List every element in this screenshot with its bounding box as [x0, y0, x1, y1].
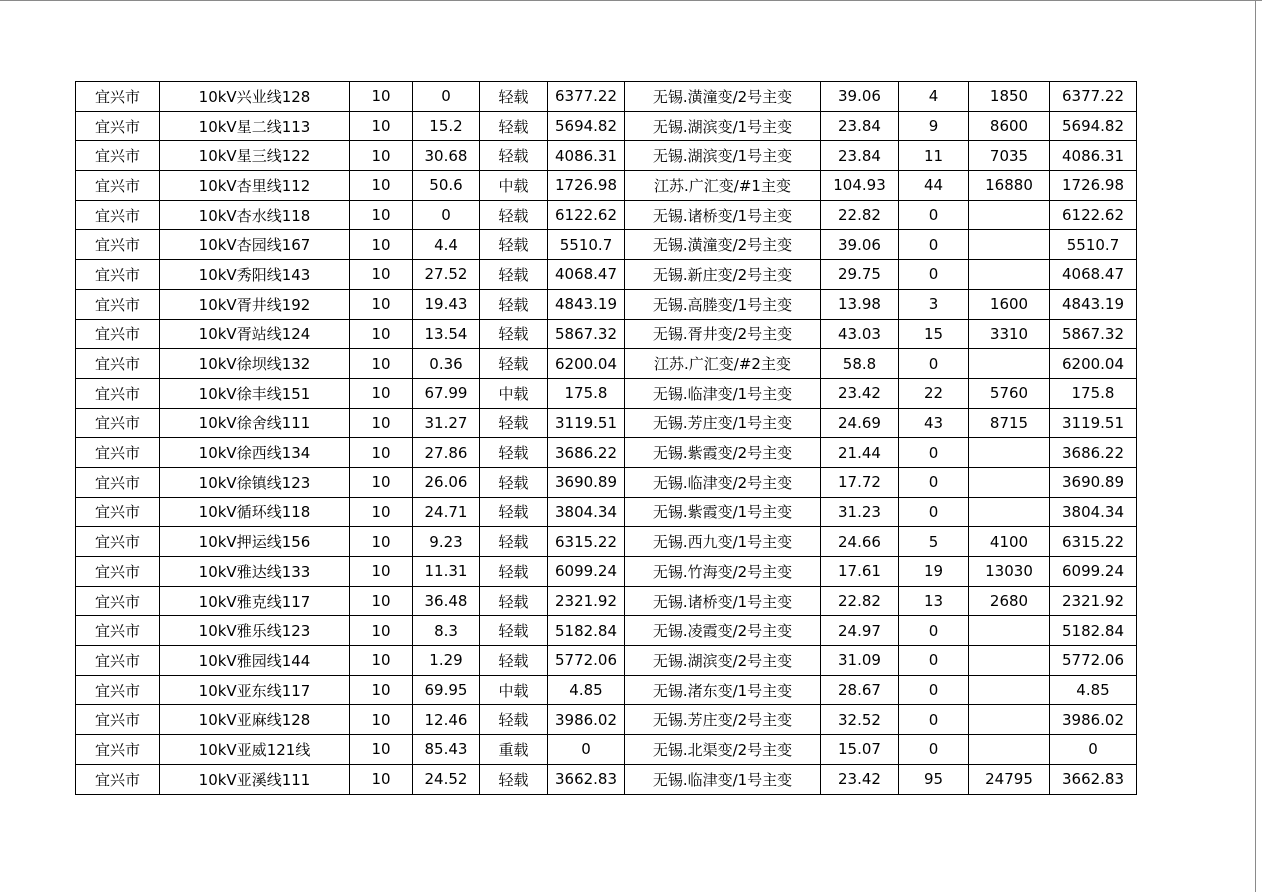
- open-capacity-cell: 5694.82: [1050, 111, 1137, 141]
- load-rate-cell: 13.54: [413, 319, 480, 349]
- open-capacity-cell: 6099.24: [1050, 557, 1137, 587]
- load-status-cell: 中载: [480, 171, 548, 201]
- city-cell: 宜兴市: [76, 467, 160, 497]
- load-status-cell: 轻载: [480, 527, 548, 557]
- load-rate-cell: 27.86: [413, 438, 480, 468]
- city-cell: 宜兴市: [76, 171, 160, 201]
- load-status-cell: 轻载: [480, 557, 548, 587]
- load-rate-cell: 30.68: [413, 141, 480, 171]
- load-status-cell: 中载: [480, 675, 548, 705]
- applied-capacity-cell: 24795: [969, 764, 1050, 794]
- transformer-cell: 无锡.西九变/1号主变: [625, 527, 821, 557]
- open-capacity-cell: 6200.04: [1050, 349, 1137, 379]
- load-rate-cell: 67.99: [413, 378, 480, 408]
- city-cell: 宜兴市: [76, 141, 160, 171]
- load-status-cell: 轻载: [480, 616, 548, 646]
- user-count-cell: 0: [899, 705, 969, 735]
- line-name-cell: 10kV亚麻线128: [160, 705, 350, 735]
- transformer-load-rate-cell: 43.03: [821, 319, 899, 349]
- line-name-cell: 10kV星二线113: [160, 111, 350, 141]
- transformer-cell: 无锡.湖滨变/1号主变: [625, 111, 821, 141]
- load-status-cell: 轻载: [480, 82, 548, 112]
- city-cell: 宜兴市: [76, 735, 160, 765]
- user-count-cell: 0: [899, 260, 969, 290]
- line-name-cell: 10kV亚威121线: [160, 735, 350, 765]
- load-status-cell: 轻载: [480, 438, 548, 468]
- open-capacity-cell: 5772.06: [1050, 646, 1137, 676]
- applied-capacity-cell: [969, 735, 1050, 765]
- transformer-load-rate-cell: 28.67: [821, 675, 899, 705]
- table-row: [76, 616, 1137, 646]
- table-row: [76, 200, 1137, 230]
- open-capacity-cell: 3690.89: [1050, 467, 1137, 497]
- city-cell: 宜兴市: [76, 82, 160, 112]
- load-rate-cell: 31.27: [413, 408, 480, 438]
- load-rate-cell: 24.52: [413, 764, 480, 794]
- voltage-cell: 10: [350, 764, 413, 794]
- applied-capacity-cell: 13030: [969, 557, 1050, 587]
- transformer-cell: 无锡.诸桥变/1号主变: [625, 200, 821, 230]
- table-row: [76, 141, 1137, 171]
- table-row: [76, 557, 1137, 587]
- open-capacity-cell: 0: [1050, 735, 1137, 765]
- transformer-load-rate-cell: 13.98: [821, 289, 899, 319]
- user-count-cell: 15: [899, 319, 969, 349]
- load-status-cell: 轻载: [480, 467, 548, 497]
- user-count-cell: 13: [899, 586, 969, 616]
- city-cell: 宜兴市: [76, 527, 160, 557]
- applied-capacity-cell: 1850: [969, 82, 1050, 112]
- city-cell: 宜兴市: [76, 438, 160, 468]
- user-count-cell: 0: [899, 616, 969, 646]
- transformer-load-rate-cell: 23.84: [821, 141, 899, 171]
- city-cell: 宜兴市: [76, 705, 160, 735]
- open-capacity-cell: 3986.02: [1050, 705, 1137, 735]
- line-name-cell: 10kV亚东线117: [160, 675, 350, 705]
- transformer-cell: 无锡.竹海变/2号主变: [625, 557, 821, 587]
- remaining-capacity-cell: 1726.98: [548, 171, 625, 201]
- open-capacity-cell: 4086.31: [1050, 141, 1137, 171]
- load-status-cell: 轻载: [480, 705, 548, 735]
- load-rate-cell: 0.36: [413, 349, 480, 379]
- remaining-capacity-cell: 4068.47: [548, 260, 625, 290]
- remaining-capacity-cell: 4.85: [548, 675, 625, 705]
- line-name-cell: 10kV雅乐线123: [160, 616, 350, 646]
- table-row: [76, 764, 1137, 794]
- line-name-cell: 10kV兴业线128: [160, 82, 350, 112]
- voltage-cell: 10: [350, 111, 413, 141]
- user-count-cell: 0: [899, 467, 969, 497]
- transformer-cell: 江苏.广汇变/#1主变: [625, 171, 821, 201]
- line-name-cell: 10kV徐镇线123: [160, 467, 350, 497]
- applied-capacity-cell: [969, 616, 1050, 646]
- user-count-cell: 5: [899, 527, 969, 557]
- load-status-cell: 轻载: [480, 230, 548, 260]
- remaining-capacity-cell: 5182.84: [548, 616, 625, 646]
- user-count-cell: 4: [899, 82, 969, 112]
- applied-capacity-cell: 8715: [969, 408, 1050, 438]
- load-status-cell: 轻载: [480, 319, 548, 349]
- table-row: [76, 378, 1137, 408]
- remaining-capacity-cell: 4086.31: [548, 141, 625, 171]
- user-count-cell: 0: [899, 497, 969, 527]
- transformer-load-rate-cell: 29.75: [821, 260, 899, 290]
- city-cell: 宜兴市: [76, 260, 160, 290]
- table-row: [76, 319, 1137, 349]
- transformer-cell: 无锡.新庄变/2号主变: [625, 260, 821, 290]
- load-rate-cell: 24.71: [413, 497, 480, 527]
- voltage-cell: 10: [350, 378, 413, 408]
- applied-capacity-cell: 4100: [969, 527, 1050, 557]
- remaining-capacity-cell: 4843.19: [548, 289, 625, 319]
- transformer-load-rate-cell: 24.97: [821, 616, 899, 646]
- table-row: [76, 171, 1137, 201]
- open-capacity-cell: 3119.51: [1050, 408, 1137, 438]
- transformer-cell: 无锡.芳庄变/1号主变: [625, 408, 821, 438]
- load-rate-cell: 27.52: [413, 260, 480, 290]
- transformer-cell: 无锡.凌霞变/2号主变: [625, 616, 821, 646]
- applied-capacity-cell: 5760: [969, 378, 1050, 408]
- transformer-load-rate-cell: 32.52: [821, 705, 899, 735]
- table-row: [76, 349, 1137, 379]
- voltage-cell: 10: [350, 497, 413, 527]
- load-status-cell: 轻载: [480, 349, 548, 379]
- line-name-cell: 10kV徐丰线151: [160, 378, 350, 408]
- load-status-cell: 轻载: [480, 586, 548, 616]
- transformer-load-rate-cell: 15.07: [821, 735, 899, 765]
- remaining-capacity-cell: 6377.22: [548, 82, 625, 112]
- load-status-cell: 轻载: [480, 646, 548, 676]
- line-name-cell: 10kV胥井线192: [160, 289, 350, 319]
- user-count-cell: 11: [899, 141, 969, 171]
- city-cell: 宜兴市: [76, 319, 160, 349]
- open-capacity-cell: 4.85: [1050, 675, 1137, 705]
- applied-capacity-cell: [969, 675, 1050, 705]
- voltage-cell: 10: [350, 408, 413, 438]
- load-status-cell: 重载: [480, 735, 548, 765]
- open-capacity-cell: 5182.84: [1050, 616, 1137, 646]
- table-row: [76, 230, 1137, 260]
- line-name-cell: 10kV胥站线124: [160, 319, 350, 349]
- transformer-load-rate-cell: 104.93: [821, 171, 899, 201]
- load-rate-cell: 8.3: [413, 616, 480, 646]
- voltage-cell: 10: [350, 260, 413, 290]
- transformer-load-rate-cell: 58.8: [821, 349, 899, 379]
- page-top-border: [0, 0, 1262, 1]
- table-row: [76, 735, 1137, 765]
- city-cell: 宜兴市: [76, 557, 160, 587]
- city-cell: 宜兴市: [76, 764, 160, 794]
- open-capacity-cell: 5867.32: [1050, 319, 1137, 349]
- load-rate-cell: 69.95: [413, 675, 480, 705]
- table-row: [76, 467, 1137, 497]
- transformer-cell: 无锡.临津变/1号主变: [625, 378, 821, 408]
- load-rate-cell: 15.2: [413, 111, 480, 141]
- load-rate-cell: 0: [413, 200, 480, 230]
- line-name-cell: 10kV徐舍线111: [160, 408, 350, 438]
- data-table: [75, 81, 1137, 795]
- voltage-cell: 10: [350, 616, 413, 646]
- voltage-cell: 10: [350, 141, 413, 171]
- line-name-cell: 10kV雅克线117: [160, 586, 350, 616]
- city-cell: 宜兴市: [76, 616, 160, 646]
- open-capacity-cell: 6122.62: [1050, 200, 1137, 230]
- remaining-capacity-cell: 5510.7: [548, 230, 625, 260]
- line-name-cell: 10kV杏水线118: [160, 200, 350, 230]
- table-row: [76, 646, 1137, 676]
- load-rate-cell: 0: [413, 82, 480, 112]
- applied-capacity-cell: 1600: [969, 289, 1050, 319]
- transformer-cell: 无锡.北渠变/2号主变: [625, 735, 821, 765]
- table-row: [76, 705, 1137, 735]
- city-cell: 宜兴市: [76, 111, 160, 141]
- voltage-cell: 10: [350, 675, 413, 705]
- load-rate-cell: 11.31: [413, 557, 480, 587]
- city-cell: 宜兴市: [76, 408, 160, 438]
- table-row: [76, 289, 1137, 319]
- open-capacity-cell: 4068.47: [1050, 260, 1137, 290]
- remaining-capacity-cell: 5772.06: [548, 646, 625, 676]
- transformer-load-rate-cell: 24.66: [821, 527, 899, 557]
- transformer-load-rate-cell: 24.69: [821, 408, 899, 438]
- open-capacity-cell: 3686.22: [1050, 438, 1137, 468]
- line-name-cell: 10kV徐西线134: [160, 438, 350, 468]
- open-capacity-cell: 1726.98: [1050, 171, 1137, 201]
- user-count-cell: 0: [899, 646, 969, 676]
- applied-capacity-cell: 7035: [969, 141, 1050, 171]
- applied-capacity-cell: [969, 705, 1050, 735]
- applied-capacity-cell: [969, 349, 1050, 379]
- load-status-cell: 轻载: [480, 764, 548, 794]
- applied-capacity-cell: 16880: [969, 171, 1050, 201]
- load-status-cell: 轻载: [480, 200, 548, 230]
- load-rate-cell: 85.43: [413, 735, 480, 765]
- load-status-cell: 轻载: [480, 408, 548, 438]
- line-name-cell: 10kV亚溪线111: [160, 764, 350, 794]
- city-cell: 宜兴市: [76, 675, 160, 705]
- load-rate-cell: 19.43: [413, 289, 480, 319]
- load-rate-cell: 9.23: [413, 527, 480, 557]
- load-status-cell: 轻载: [480, 289, 548, 319]
- table-row: [76, 408, 1137, 438]
- transformer-load-rate-cell: 17.72: [821, 467, 899, 497]
- remaining-capacity-cell: 3690.89: [548, 467, 625, 497]
- transformer-load-rate-cell: 23.84: [821, 111, 899, 141]
- remaining-capacity-cell: 6122.62: [548, 200, 625, 230]
- line-name-cell: 10kV徐坝线132: [160, 349, 350, 379]
- applied-capacity-cell: 3310: [969, 319, 1050, 349]
- transformer-cell: 无锡.潢潼变/2号主变: [625, 82, 821, 112]
- load-rate-cell: 12.46: [413, 705, 480, 735]
- load-status-cell: 轻载: [480, 497, 548, 527]
- open-capacity-cell: 5510.7: [1050, 230, 1137, 260]
- remaining-capacity-cell: 6200.04: [548, 349, 625, 379]
- transformer-load-rate-cell: 22.82: [821, 586, 899, 616]
- table-row: [76, 111, 1137, 141]
- applied-capacity-cell: [969, 497, 1050, 527]
- remaining-capacity-cell: 6315.22: [548, 527, 625, 557]
- voltage-cell: 10: [350, 200, 413, 230]
- user-count-cell: 44: [899, 171, 969, 201]
- remaining-capacity-cell: 5867.32: [548, 319, 625, 349]
- city-cell: 宜兴市: [76, 230, 160, 260]
- line-name-cell: 10kV星三线122: [160, 141, 350, 171]
- load-status-cell: 轻载: [480, 141, 548, 171]
- open-capacity-cell: 3662.83: [1050, 764, 1137, 794]
- city-cell: 宜兴市: [76, 349, 160, 379]
- city-cell: 宜兴市: [76, 497, 160, 527]
- page-right-border: [1255, 0, 1256, 892]
- transformer-load-rate-cell: 23.42: [821, 378, 899, 408]
- user-count-cell: 19: [899, 557, 969, 587]
- voltage-cell: 10: [350, 705, 413, 735]
- transformer-load-rate-cell: 31.23: [821, 497, 899, 527]
- user-count-cell: 0: [899, 438, 969, 468]
- open-capacity-cell: 175.8: [1050, 378, 1137, 408]
- voltage-cell: 10: [350, 527, 413, 557]
- open-capacity-cell: 6377.22: [1050, 82, 1137, 112]
- transformer-cell: 无锡.临津变/2号主变: [625, 467, 821, 497]
- remaining-capacity-cell: 5694.82: [548, 111, 625, 141]
- transformer-cell: 无锡.诸桥变/1号主变: [625, 586, 821, 616]
- applied-capacity-cell: [969, 200, 1050, 230]
- applied-capacity-cell: [969, 438, 1050, 468]
- transformer-load-rate-cell: 22.82: [821, 200, 899, 230]
- city-cell: 宜兴市: [76, 200, 160, 230]
- open-capacity-cell: 3804.34: [1050, 497, 1137, 527]
- user-count-cell: 0: [899, 230, 969, 260]
- line-name-cell: 10kV循环线118: [160, 497, 350, 527]
- table-row: [76, 497, 1137, 527]
- transformer-load-rate-cell: 39.06: [821, 82, 899, 112]
- transformer-cell: 无锡.胥井变/2号主变: [625, 319, 821, 349]
- voltage-cell: 10: [350, 586, 413, 616]
- line-name-cell: 10kV杏园线167: [160, 230, 350, 260]
- table-row: [76, 82, 1137, 112]
- table-row: [76, 527, 1137, 557]
- load-rate-cell: 4.4: [413, 230, 480, 260]
- user-count-cell: 0: [899, 349, 969, 379]
- transformer-load-rate-cell: 39.06: [821, 230, 899, 260]
- transformer-load-rate-cell: 23.42: [821, 764, 899, 794]
- voltage-cell: 10: [350, 646, 413, 676]
- city-cell: 宜兴市: [76, 586, 160, 616]
- user-count-cell: 0: [899, 200, 969, 230]
- transformer-cell: 无锡.紫霞变/1号主变: [625, 497, 821, 527]
- city-cell: 宜兴市: [76, 646, 160, 676]
- open-capacity-cell: 2321.92: [1050, 586, 1137, 616]
- applied-capacity-cell: 2680: [969, 586, 1050, 616]
- load-rate-cell: 50.6: [413, 171, 480, 201]
- user-count-cell: 0: [899, 735, 969, 765]
- voltage-cell: 10: [350, 82, 413, 112]
- applied-capacity-cell: [969, 260, 1050, 290]
- remaining-capacity-cell: 2321.92: [548, 586, 625, 616]
- voltage-cell: 10: [350, 735, 413, 765]
- voltage-cell: 10: [350, 557, 413, 587]
- applied-capacity-cell: [969, 646, 1050, 676]
- table-row: [76, 438, 1137, 468]
- user-count-cell: 9: [899, 111, 969, 141]
- load-status-cell: 中载: [480, 378, 548, 408]
- applied-capacity-cell: [969, 230, 1050, 260]
- transformer-load-rate-cell: 17.61: [821, 557, 899, 587]
- load-status-cell: 轻载: [480, 111, 548, 141]
- load-rate-cell: 1.29: [413, 646, 480, 676]
- city-cell: 宜兴市: [76, 378, 160, 408]
- voltage-cell: 10: [350, 319, 413, 349]
- remaining-capacity-cell: 3986.02: [548, 705, 625, 735]
- user-count-cell: 95: [899, 764, 969, 794]
- line-name-cell: 10kV雅园线144: [160, 646, 350, 676]
- transformer-cell: 无锡.湖滨变/2号主变: [625, 646, 821, 676]
- remaining-capacity-cell: 3662.83: [548, 764, 625, 794]
- voltage-cell: 10: [350, 438, 413, 468]
- voltage-cell: 10: [350, 289, 413, 319]
- remaining-capacity-cell: 3686.22: [548, 438, 625, 468]
- remaining-capacity-cell: 6099.24: [548, 557, 625, 587]
- transformer-cell: 无锡.湖滨变/1号主变: [625, 141, 821, 171]
- voltage-cell: 10: [350, 230, 413, 260]
- transformer-cell: 无锡.潢潼变/2号主变: [625, 230, 821, 260]
- table-row: [76, 675, 1137, 705]
- remaining-capacity-cell: 3804.34: [548, 497, 625, 527]
- open-capacity-cell: 6315.22: [1050, 527, 1137, 557]
- remaining-capacity-cell: 3119.51: [548, 408, 625, 438]
- table-row: [76, 586, 1137, 616]
- transformer-cell: 江苏.广汇变/#2主变: [625, 349, 821, 379]
- user-count-cell: 22: [899, 378, 969, 408]
- remaining-capacity-cell: 0: [548, 735, 625, 765]
- applied-capacity-cell: 8600: [969, 111, 1050, 141]
- voltage-cell: 10: [350, 171, 413, 201]
- transformer-load-rate-cell: 31.09: [821, 646, 899, 676]
- line-name-cell: 10kV雅达线133: [160, 557, 350, 587]
- user-count-cell: 3: [899, 289, 969, 319]
- transformer-cell: 无锡.渚东变/1号主变: [625, 675, 821, 705]
- line-name-cell: 10kV押运线156: [160, 527, 350, 557]
- line-name-cell: 10kV秀阳线143: [160, 260, 350, 290]
- load-rate-cell: 26.06: [413, 467, 480, 497]
- open-capacity-cell: 4843.19: [1050, 289, 1137, 319]
- transformer-load-rate-cell: 21.44: [821, 438, 899, 468]
- load-status-cell: 轻载: [480, 260, 548, 290]
- load-rate-cell: 36.48: [413, 586, 480, 616]
- applied-capacity-cell: [969, 467, 1050, 497]
- city-cell: 宜兴市: [76, 289, 160, 319]
- transformer-cell: 无锡.紫霞变/2号主变: [625, 438, 821, 468]
- transformer-cell: 无锡.芳庄变/2号主变: [625, 705, 821, 735]
- transformer-cell: 无锡.高塍变/1号主变: [625, 289, 821, 319]
- remaining-capacity-cell: 175.8: [548, 378, 625, 408]
- table-row: [76, 260, 1137, 290]
- voltage-cell: 10: [350, 467, 413, 497]
- line-name-cell: 10kV杏里线112: [160, 171, 350, 201]
- user-count-cell: 0: [899, 675, 969, 705]
- transformer-cell: 无锡.临津变/1号主变: [625, 764, 821, 794]
- voltage-cell: 10: [350, 349, 413, 379]
- user-count-cell: 43: [899, 408, 969, 438]
